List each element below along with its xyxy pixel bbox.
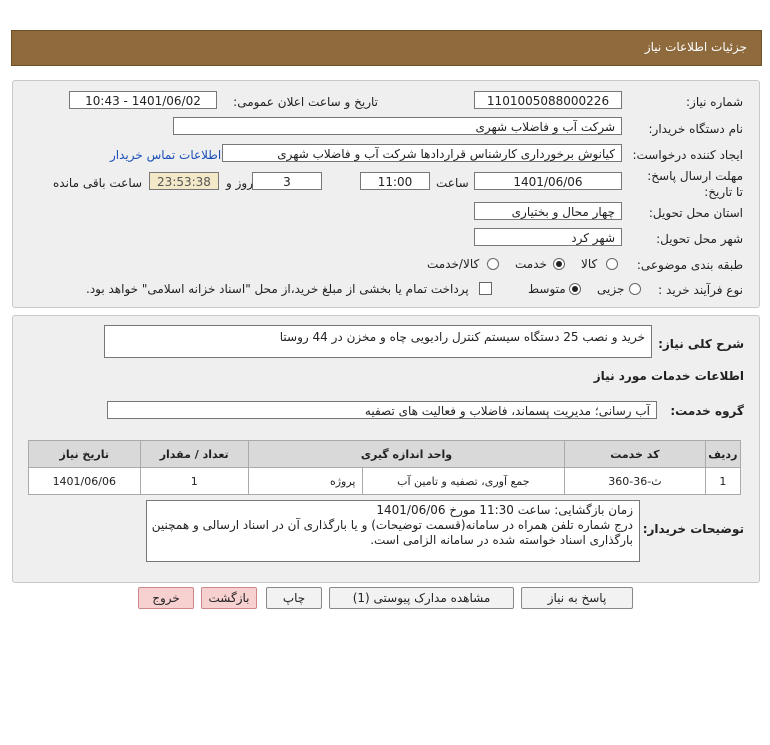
category-radio-goods-service[interactable] [487,258,499,270]
creator-field: کیانوش برخورداری کارشناس قراردادها شرکت آب و فاضلاب شهری [222,144,622,162]
need-number-field: 1101005088000226 [474,91,622,109]
cell-need-date: 1401/06/06 [29,468,141,495]
deadline-label: مهلت ارسال پاسخ: تا تاریخ: [647,169,743,199]
contact-buyer-link[interactable]: اطلاعات تماس خریدار [110,148,222,162]
cell-unit: پروژه [248,468,362,495]
table-header-row [29,441,741,468]
cell-row: 1 [705,468,740,495]
summary-field: خرید و نصب 25 دستگاه سیستم کنترل رادیویی چاه و مخزن در 44 روستا [104,325,652,358]
buyer-notes-line1: زمان بازگشایی: ساعت 11:30 مورخ 1401/06/06 [376,503,633,517]
city-label: شهر محل تحویل: [656,232,743,246]
col-quantity: تعداد / مقدار [140,441,248,468]
treasury-payment-checkbox[interactable] [479,282,492,295]
days-field: 3 [252,172,322,190]
remaining-time-field: 23:53:38 [149,172,219,190]
remaining-label: ساعت باقی مانده [53,176,143,190]
attachments-button[interactable]: مشاهده مدارک پیوستی (1) [329,587,514,609]
need-number-label: شماره نیاز: [686,95,743,109]
process-option-medium: متوسط [528,282,566,296]
exit-button[interactable]: خروج [138,587,194,609]
category-radio-service[interactable] [553,258,565,270]
col-service-code: کد خدمت [565,441,705,468]
table-row [29,468,741,495]
treasury-payment-note: پرداخت تمام یا بخشی از مبلغ خرید،از محل "اسناد خزانه اسلامی" خواهد بود. [86,282,469,296]
buyer-notes-line2: درج شماره تلفن همراه در سامانه(قسمت توضیحات) و یا بارگذاری آن در اسناد ارسالی و همچنین [151,518,633,532]
province-field: چهار محال و بختیاری [474,202,622,220]
buyer-notes-box [146,500,640,562]
announce-label: تاریخ و ساعت اعلان عمومی: [233,95,378,109]
col-unit: واحد اندازه گیری [248,441,564,468]
time-label: ساعت [436,176,469,190]
creator-label: ایجاد کننده درخواست: [632,148,743,162]
announce-field: 1401/06/02 - 10:43 [69,91,217,109]
page-title: جزئیات اطلاعات نیاز [644,40,747,54]
category-option-goods: کالا [581,257,598,271]
summary-label: شرح کلی نیاز: [658,337,744,351]
category-option-goods-service: کالا/خدمت [427,257,480,271]
buyer-label: نام دستگاه خریدار: [648,122,743,136]
buyer-field: شرکت آب و فاضلاب شهری [173,117,622,135]
deadline-date-field: 1401/06/06 [474,172,622,190]
process-option-minor: جزیی [597,282,625,296]
city-field: شهر کرد [474,228,622,246]
cell-quantity: 1 [140,468,248,495]
services-section-title: اطلاعات خدمات مورد نیاز [593,369,744,383]
category-option-service: خدمت [515,257,547,271]
service-group-field: آب رسانی؛ مدیریت پسماند، فاضلاب و فعالیت های تصفیه [107,401,657,419]
buyer-notes-label: توضیحات خریدار: [642,522,744,536]
print-button[interactable]: چاپ [266,587,322,609]
services-table [28,440,741,495]
deadline-time-field: 11:00 [360,172,430,190]
service-group-label: گروه خدمت: [670,404,744,418]
col-need-date: تاریخ نیاز [29,441,141,468]
col-row: ردیف [705,441,740,468]
category-radio-goods[interactable] [606,258,618,270]
buyer-notes-line3: بارگذاری اسناد خواسته شده در سامانه الزامی است. [370,533,633,547]
cell-service-name: جمع آوری، تصفیه و تامین آب [362,468,565,495]
process-radio-minor[interactable] [629,283,641,295]
category-label: طبقه بندی موضوعی: [636,258,743,272]
days-label: روز و [226,176,253,190]
reply-button[interactable]: پاسخ به نیاز [521,587,633,609]
back-button[interactable]: بازگشت [201,587,257,609]
process-label: نوع فرآیند خرید : [658,283,743,297]
province-label: استان محل تحویل: [648,206,743,220]
page-header [11,30,762,66]
cell-service-code: ث-36-360 [565,468,705,495]
process-radio-medium[interactable] [569,283,581,295]
